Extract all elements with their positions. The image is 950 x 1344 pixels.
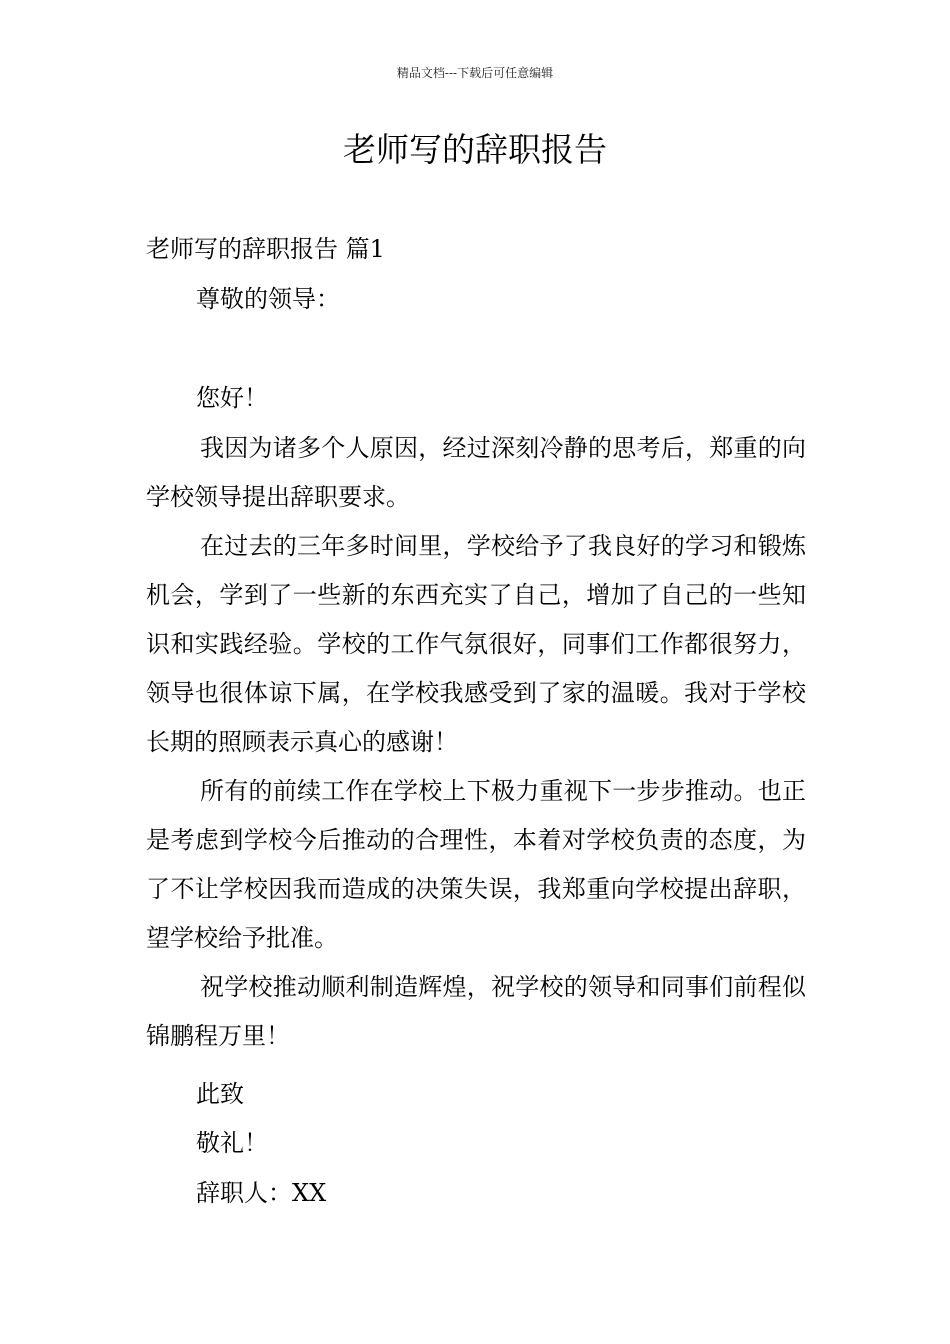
paragraph: 我因为诸多个人原因，经过深刻冷静的思考后，郑重的向学校领导提出辞职要求。 xyxy=(146,434,806,511)
page-header-watermark: 精品文档---下载后可任意编辑 xyxy=(396,66,554,80)
paragraph: 在过去的三年多时间里，学校给予了我良好的学习和锻炼机会，学到了一些新的东西充实了自己，增加了自己的一些知识和实践经验。学校的工作气氛很好，同事们工作都很努力，领导也很体谅下属，在学校我感受到了家的温暖。我对于学校长期的照顾表示真心的感谢！ xyxy=(146,532,806,756)
salutation: 尊敬的领导： xyxy=(196,285,340,313)
letter-body xyxy=(146,424,806,1061)
paragraph: 祝学校推动顺利制造辉煌，祝学校的领导和同事们前程似锦鹏程万里！ xyxy=(146,973,806,1050)
paragraph: 所有的前续工作在学校上下极力重视下一步步推动。也正是考虑到学校今后推动的合理性，本着对学校负责的态度，为了不让学校因我而造成的决策失误，我郑重向学校提出辞职，望学校给予批准。 xyxy=(146,777,806,952)
greeting: 您好！ xyxy=(196,384,268,412)
document-title: 老师写的辞职报告 xyxy=(343,130,607,169)
closing-line-1: 此致 xyxy=(196,1080,244,1108)
signature-line: 辞职人：XX xyxy=(196,1179,327,1207)
section-heading: 老师写的辞职报告 篇1 xyxy=(146,235,385,263)
closing-line-2: 敬礼！ xyxy=(196,1129,268,1157)
